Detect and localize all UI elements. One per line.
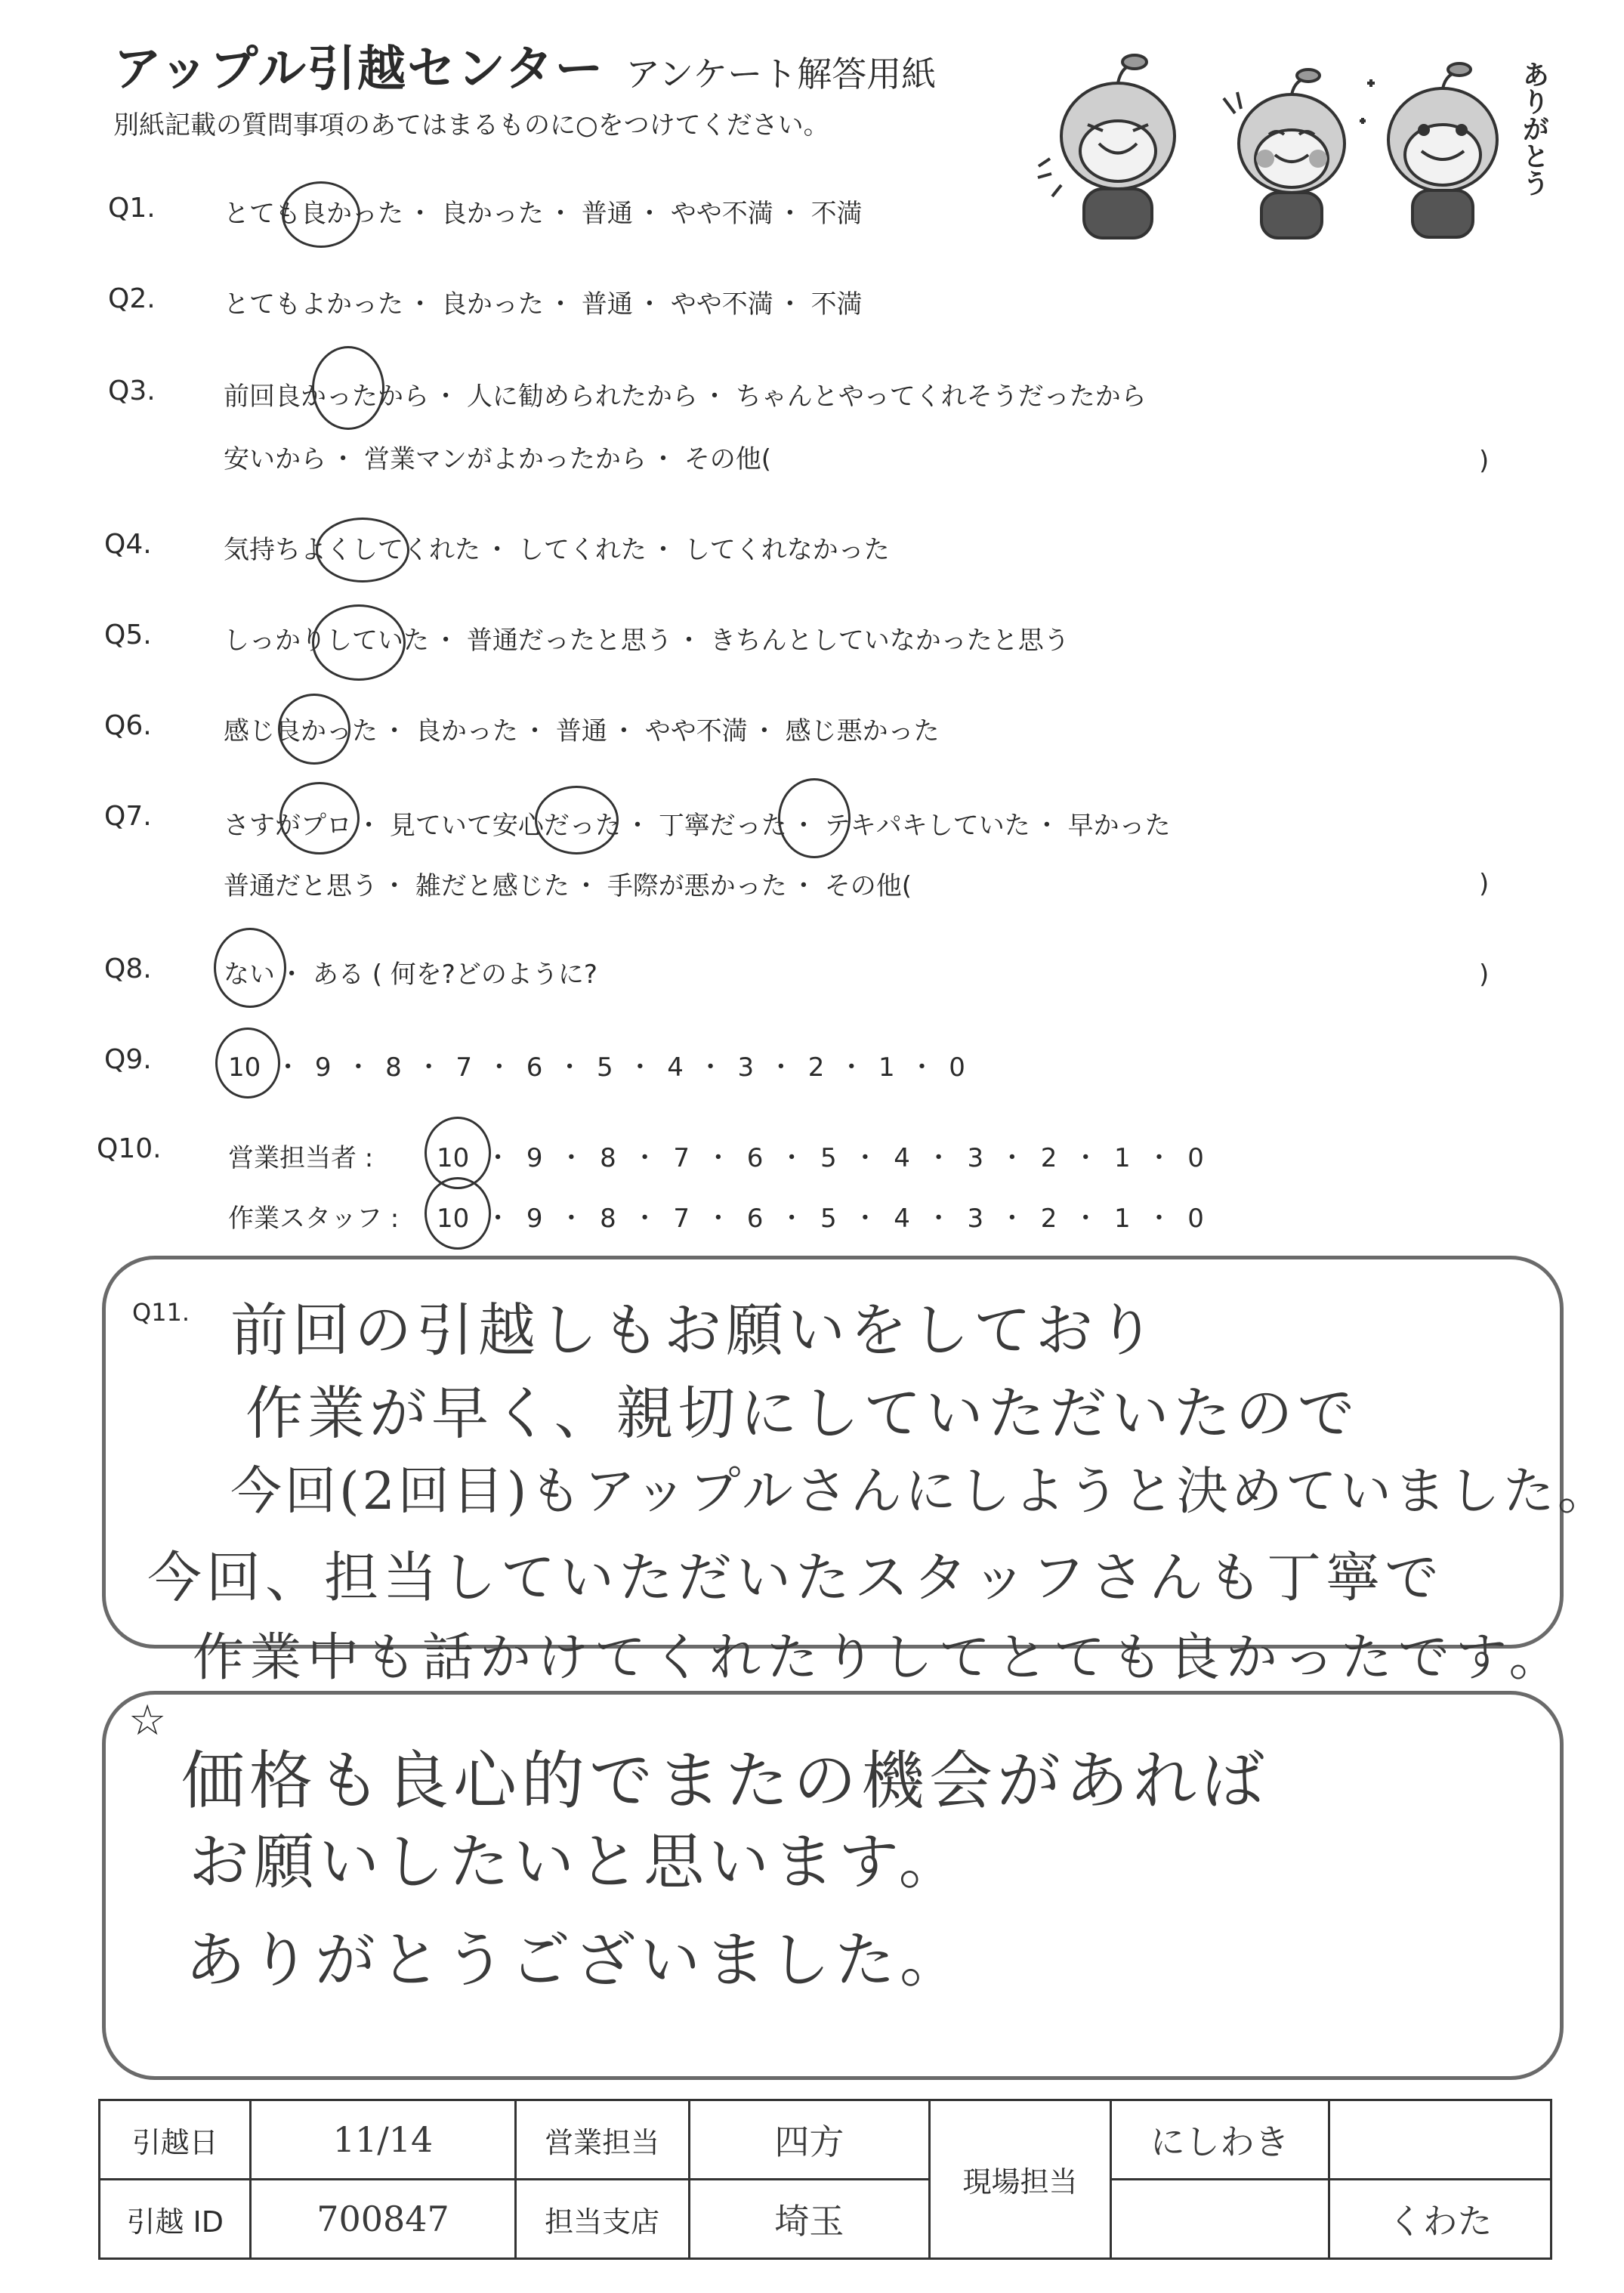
q6-number: Q6. (104, 710, 152, 741)
q10-staff-value-5[interactable]: 5 (820, 1204, 837, 1234)
q1-option-2[interactable]: 良かった (440, 199, 544, 229)
q10-staff-value-6[interactable]: 6 (746, 1204, 764, 1234)
separator: ・ (469, 1204, 526, 1234)
separator: ・ (472, 1052, 526, 1083)
q3-option-1[interactable]: 前回良かったから (224, 382, 429, 412)
separator: ・ (407, 289, 441, 320)
q10-staff-value-3[interactable]: 3 (967, 1204, 984, 1234)
q9-value-1[interactable]: 1 (878, 1052, 895, 1083)
q10-staff-value-10[interactable]: 10 (437, 1204, 470, 1234)
q8-option-2[interactable]: ある ( 何を?どのように? (312, 960, 597, 990)
separator: ・ (548, 289, 582, 320)
q9-scale (228, 1046, 965, 1083)
separator: ・ (636, 199, 671, 229)
q7-answer-circle-3 (778, 778, 851, 858)
q6-option-3[interactable]: 普通 (555, 716, 607, 746)
separator: ・ (909, 1204, 968, 1234)
separator: ・ (261, 1052, 315, 1083)
branch-value[interactable]: 埼玉 (689, 2180, 930, 2259)
q5-option-1[interactable]: しっかりしていた (224, 626, 429, 656)
q1-option-3[interactable]: 普通 (581, 199, 633, 229)
separator: ・ (702, 382, 736, 412)
q3-option-other[interactable]: その他( (684, 444, 772, 474)
separator: ・ (776, 199, 811, 229)
separator: ・ (983, 1204, 1041, 1234)
separator: ・ (790, 871, 825, 901)
separator: ・ (751, 716, 786, 746)
separator: ・ (401, 1052, 456, 1083)
q10-sales-scale (437, 1137, 1204, 1174)
move-info-table (98, 2099, 1552, 2260)
separator: ・ (1057, 1143, 1115, 1173)
separator: ・ (469, 1143, 526, 1173)
q10-staff-value-7[interactable]: 7 (673, 1204, 690, 1234)
q4-option-1[interactable]: 気持ちよくしてくれた (224, 535, 480, 565)
separator: ・ (836, 1143, 894, 1173)
separator: ・ (690, 1143, 747, 1173)
q7-answer-circle-2 (535, 786, 619, 854)
q10-staff-value-8[interactable]: 8 (600, 1204, 616, 1234)
separator: ・ (650, 535, 684, 565)
q2-option-2[interactable]: 良かった (440, 289, 544, 320)
separator: ・ (542, 1052, 597, 1083)
q5-answer-circle (312, 604, 406, 681)
q2-options (224, 283, 863, 320)
form-subtitle: アンケート解答用紙 (625, 54, 937, 94)
separator: ・ (433, 626, 467, 656)
q9-value-0[interactable]: 0 (949, 1052, 965, 1083)
star-comment-line-3: ありがとうございました。 (185, 1925, 965, 1995)
separator: ・ (522, 716, 556, 746)
q8-close-paren: ) (1479, 960, 1490, 990)
branch-label: 担当支店 (515, 2180, 689, 2259)
q8-answer-circle (214, 928, 286, 1008)
sales-rep-label: 営業担当 (515, 2100, 689, 2180)
separator: ・ (763, 1143, 820, 1173)
q10-sales-value-0[interactable]: 0 (1187, 1143, 1204, 1173)
q5-option-3[interactable]: きちんとしていなかったと思う (709, 626, 1070, 656)
q10-staff-value-2[interactable]: 2 (1040, 1204, 1057, 1234)
q11-comment-line-4: 今回、担当していただいたスタッフさんも丁寧で (147, 1546, 1444, 1609)
q9-value-5[interactable]: 5 (596, 1052, 613, 1083)
q7-option-6[interactable]: 普通だと思う (224, 871, 378, 901)
q11-label: Q11. (132, 1298, 190, 1327)
separator: ・ (331, 1052, 386, 1083)
q9-number: Q9. (104, 1044, 152, 1075)
separator: ・ (983, 1143, 1041, 1173)
q3-option-4[interactable]: 安いから (224, 444, 326, 474)
q3-option-3[interactable]: ちゃんとやってくれそうだったから (735, 382, 1147, 412)
separator: ・ (542, 1143, 601, 1173)
separator: ・ (650, 444, 684, 474)
q3-option-5[interactable]: 営業マンがよかったから (363, 444, 647, 474)
q10-sales-value-7[interactable]: 7 (673, 1143, 690, 1173)
separator: ・ (894, 1052, 949, 1083)
star-comment-line-1: 価格も良心的でまたの機会があれば (181, 1744, 1270, 1818)
separator: ・ (763, 1204, 820, 1234)
q4-option-3[interactable]: してくれなかった (684, 535, 890, 565)
q10-sales-value-4[interactable]: 4 (894, 1143, 910, 1173)
site-staff-value-4[interactable]: くわた (1329, 2180, 1551, 2259)
separator: ・ (356, 811, 390, 841)
separator: ・ (542, 1204, 601, 1234)
q7-option-5[interactable]: 早かった (1067, 811, 1171, 841)
separator: ・ (433, 382, 467, 412)
q9-value-2[interactable]: 2 (807, 1052, 825, 1083)
q4-option-2[interactable]: してくれた (517, 535, 647, 565)
q7-number: Q7. (104, 801, 152, 832)
separator: ・ (1033, 811, 1068, 841)
site-staff-value-1[interactable]: にしわき (1110, 2100, 1329, 2180)
q10-staff-scale (437, 1197, 1204, 1235)
star-icon: ☆ (128, 1696, 167, 1745)
q2-option-4[interactable]: やや不満 (670, 289, 773, 320)
q7-option-7[interactable]: 雑だと感じた (415, 871, 570, 901)
separator: ・ (790, 811, 825, 841)
q2-option-3[interactable]: 普通 (581, 289, 633, 320)
q10-staff-value-1[interactable]: 1 (1114, 1204, 1131, 1234)
q9-value-7[interactable]: 7 (455, 1052, 473, 1083)
q1-option-5[interactable]: 不満 (810, 199, 863, 229)
q10-sales-value-1[interactable]: 1 (1114, 1143, 1131, 1173)
q9-value-8[interactable]: 8 (385, 1052, 402, 1083)
separator: ・ (636, 289, 671, 320)
separator: ・ (616, 1143, 674, 1173)
q7-option-3[interactable]: 丁寧だった (658, 811, 787, 841)
separator: ・ (407, 199, 441, 229)
q9-value-10[interactable]: 10 (228, 1052, 261, 1083)
q1-answer-circle (282, 181, 360, 248)
q10-staff-label: 作業スタッフ : (228, 1204, 400, 1234)
separator: ・ (690, 1204, 747, 1234)
q8-number: Q8. (104, 953, 152, 984)
separator: ・ (613, 1052, 668, 1083)
separator: ・ (381, 871, 415, 901)
separator: ・ (754, 1052, 808, 1083)
separator: ・ (776, 289, 811, 320)
q6-option-2[interactable]: 良かった (415, 716, 518, 746)
q3-answer-circle (312, 346, 384, 430)
site-staff-label: 現場担当 (930, 2100, 1111, 2259)
q2-number: Q2. (108, 283, 156, 314)
q8-option-1[interactable]: ない (224, 960, 275, 990)
q10-staff-value-4[interactable]: 4 (894, 1204, 910, 1234)
q7-option-2[interactable]: 見ていて安心だった (389, 811, 621, 841)
q3-number: Q3. (108, 375, 156, 406)
q6-option-4[interactable]: やや不満 (644, 716, 748, 746)
q7-option-8[interactable]: 手際が悪かった (607, 871, 787, 901)
q1-option-4[interactable]: やや不満 (670, 199, 773, 229)
q3-option-2[interactable]: 人に勧められたから (466, 382, 698, 412)
q7-close-paren: ) (1479, 869, 1490, 899)
q11-comment-line-1: 前回の引越しもお願いをしており (230, 1296, 1159, 1364)
separator: ・ (1130, 1204, 1188, 1234)
q5-option-2[interactable]: 普通だったと思う (466, 626, 672, 656)
move-date-value[interactable]: 11/14 (251, 2100, 515, 2180)
q10-sales-label: 営業担当者 : (228, 1143, 374, 1173)
separator: ・ (573, 871, 607, 901)
form-instruction: 別紙記載の質問事項のあてはまるものに○をつけてください。 (113, 110, 829, 141)
company-title: アップル引越センター (113, 42, 605, 97)
q3-options-line2 (224, 438, 771, 475)
q10-staff-answer-circle (425, 1177, 491, 1250)
q9-value-9[interactable]: 9 (314, 1052, 332, 1083)
q6-option-1[interactable]: 感じ良かった (224, 716, 378, 746)
separator: ・ (824, 1052, 879, 1083)
q10-sales-value-6[interactable]: 6 (746, 1143, 764, 1173)
q4-number: Q4. (104, 529, 152, 560)
site-staff-value-2[interactable] (1329, 2100, 1551, 2180)
separator: ・ (676, 626, 710, 656)
q7-option-other[interactable]: その他( (824, 871, 912, 901)
separator: ・ (279, 960, 313, 990)
separator: ・ (1057, 1204, 1115, 1234)
separator: ・ (548, 199, 582, 229)
move-id-value[interactable]: 700847 (251, 2180, 515, 2259)
q9-value-6[interactable]: 6 (526, 1052, 543, 1083)
separator: ・ (381, 716, 415, 746)
q9-value-4[interactable]: 4 (667, 1052, 684, 1083)
q10-number: Q10. (97, 1133, 162, 1164)
q10-sales-value-8[interactable]: 8 (600, 1143, 616, 1173)
separator: ・ (836, 1204, 894, 1234)
separator: ・ (1130, 1143, 1188, 1173)
q9-value-3[interactable]: 3 (737, 1052, 755, 1083)
q10-staff-value-0[interactable]: 0 (1187, 1204, 1204, 1234)
q10-sales-value-5[interactable]: 5 (820, 1143, 837, 1173)
separator: ・ (484, 535, 518, 565)
q1-option-1[interactable]: とても良かった (224, 199, 403, 229)
q7-answer-circle-1 (279, 782, 360, 854)
q7-option-4[interactable]: テキパキしていた (824, 811, 1030, 841)
q2-option-5[interactable]: 不満 (810, 289, 863, 320)
separator: ・ (616, 1204, 674, 1234)
separator: ・ (330, 444, 364, 474)
q10-sales-value-9[interactable]: 9 (526, 1143, 543, 1173)
sales-rep-value[interactable]: 四方 (689, 2100, 930, 2180)
q10-sales-value-2[interactable]: 2 (1040, 1143, 1057, 1173)
q3-close-paren: ) (1479, 446, 1490, 476)
separator: ・ (909, 1143, 968, 1173)
q11-comment-line-2: 作業が早く、親切にしていただいたので (245, 1380, 1360, 1447)
separator: ・ (683, 1052, 738, 1083)
q11-comment-line-5: 作業中も話かけてくれたりしてとても良かったです。 (193, 1628, 1567, 1688)
separator: ・ (610, 716, 645, 746)
q10-sales-value-10[interactable]: 10 (437, 1143, 470, 1173)
q7-option-1[interactable]: さすがプロ (224, 811, 352, 841)
q10-staff-value-9[interactable]: 9 (526, 1204, 543, 1234)
q9-answer-circle (215, 1028, 280, 1099)
q6-option-5[interactable]: 感じ悪かった (785, 716, 940, 746)
move-id-label: 引越 ID (100, 2180, 251, 2259)
q4-answer-circle (316, 518, 409, 583)
mascot-thanks-text: ありがとう (1518, 60, 1549, 196)
site-staff-value-3[interactable] (1110, 2180, 1329, 2259)
q1-number: Q1. (108, 193, 156, 224)
q6-answer-circle (278, 694, 350, 765)
q11-comment-line-3: 今回(2回目)もアップルさんにしようと決めていました。 (230, 1462, 1612, 1522)
q5-number: Q5. (104, 620, 152, 651)
q10-sales-value-3[interactable]: 3 (967, 1143, 984, 1173)
star-comment-line-2: お願いしたいと思います。 (189, 1827, 964, 1897)
separator: ・ (625, 811, 659, 841)
q2-option-1[interactable]: とてもよかった (224, 289, 403, 320)
q7-options-line1 (224, 805, 1171, 842)
mascot-illustration (1035, 45, 1564, 249)
q7-options-line2 (224, 865, 912, 902)
move-date-label: 引越日 (100, 2100, 251, 2180)
